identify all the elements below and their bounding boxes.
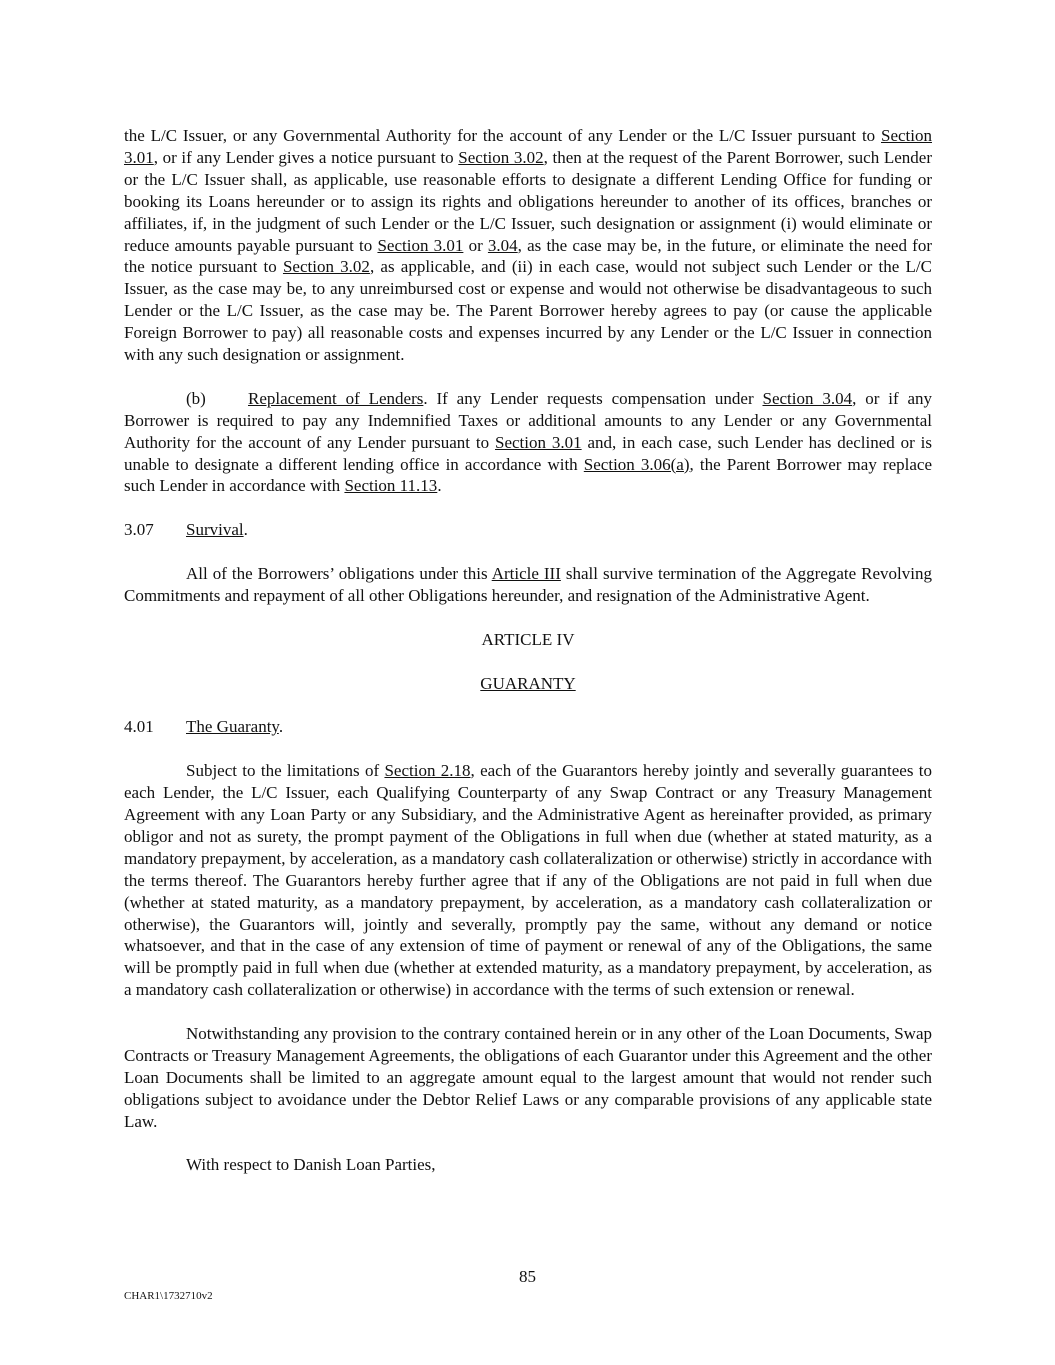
text: the L/C Issuer, or any Governmental Authority for the account of any Lender or the L/C Issuer pursuant to — [124, 126, 881, 145]
article-reference: Article III — [491, 564, 561, 584]
article-title-text: GUARANTY — [480, 673, 576, 693]
text: , or if any Borrower is required to pay any Indemnified Taxes or additional amounts to any Lender or any Governmental Authority for the account of any Lender pursuant to — [124, 388, 933, 452]
text: . — [243, 520, 248, 540]
section-title: Survival — [186, 520, 244, 540]
text: shall survive termination of the Aggregate Revolving Commitments and repayment of all other Obligations hereunder, and resignation of the Administrative Agent. — [124, 564, 933, 605]
section-reference: 3.04 — [487, 235, 518, 255]
section-heading-4-01 — [124, 716, 932, 738]
text: , then at the request of the Parent Borrower, such Lender or the L/C Issuer shall, as applicable, use reasonable efforts to designate a different Lending Office for funding or booking its Loans hereunder or to assign its rights and obligations hereunder to another of its offices, branches or affiliates, if, in the judgment of such Lender or the L/C Issuer, such designation or assignment (i) would eliminate or reduce amounts payable pursuant to — [124, 147, 932, 255]
subsection-label: (b) — [186, 388, 206, 408]
paragraph-danish-loan-parties: With respect to Danish Loan Parties, — [186, 1155, 436, 1175]
page-number: 85 — [519, 1267, 536, 1286]
document-page — [124, 125, 932, 1176]
subsection-heading: Replacement of Lenders — [248, 388, 424, 408]
article-title — [124, 673, 932, 695]
paragraph-replacement-of-lenders — [124, 388, 932, 498]
article-number: ARTICLE IV — [481, 629, 575, 649]
document-id: CHAR1\1732710v2 — [124, 1290, 213, 1302]
section-reference: Section 3.06(a) — [583, 454, 690, 474]
text: . — [437, 476, 442, 496]
text: , the Parent Borrower may replace such Lender in accordance with — [124, 454, 932, 496]
section-reference: Section 11.13 — [344, 476, 438, 496]
text: All of the Borrowers’ obligations under this — [186, 564, 492, 584]
text: , as the case may be, in the future, or eliminate the need for the notice pursuant to — [124, 235, 932, 277]
section-number: 4.01 — [124, 717, 154, 737]
text: , each of the Guarantors hereby jointly and severally guarantees to each Lender, the L/C Issuer, each Qualifying Counterparty of any Swap Contract or any Treasury Management Agreement with any Loan Party or any Subsidiary, and the Administrative Agent as hereinafter provided, as primary obligor and not as surety, the prompt payment of the Obligations in full when due (whether at stated maturity, as a mandatory prepayment, by acceleration, as a mandatory cash collateralization or otherwise) strictly in accordance with the terms thereof. The Guarantors hereby further agree that if any of the Obligations are not paid in full when due (whether at stated maturity, as a mandatory prepayment, by acceleration, as a mandatory cash collateralization or otherwise), the Guarantors will, jointly and severally, promptly pay the same, without any demand or notice whatsoever, and that in the case of any extension of time of payment or renewal of any of the Obligations, the same will be promptly paid in full when due (whether at extended maturity, as a mandatory prepayment, by acceleration, as a mandatory cash collateralization or otherwise) in accordance with the terms of such extension or renewal. — [124, 761, 932, 1000]
section-reference: Section 3.04 — [762, 388, 853, 408]
paragraph-survival — [124, 563, 932, 607]
paragraph-limitation: Notwithstanding any provision to the contrary contained herein or in any other of the Loan Documents, Swap Contracts or Treasury Management Agreements, the obligations of each Guarantor under this Agreement and the other Loan Documents shall be limited to an aggregate amount equal to the largest amount that would not render such obligations subject to avoidance under the Debtor Relief Laws or any comparable provisions of any applicable state Law. — [124, 1024, 932, 1131]
text: and, in each case, such Lender has declined or is unable to designate a different lending office in accordance with — [124, 432, 933, 474]
text: . — [278, 717, 284, 737]
section-heading-3-07 — [124, 519, 932, 541]
text: , as applicable, and (ii) in each case, would not subject such Lender or the L/C Issuer, as the case may be, to any unreimbursed cost or expense and would not otherwise be disadvantageous to such Lender or the L/C Issuer, as the case may be. The Parent Borrower hereby agrees to pay (or cause the applicable Foreign Borrower to pay) all reasonable costs and expenses incurred by any Lender or the L/C Issuer in connection with any such designation or assignment. — [124, 257, 932, 365]
text: or — [463, 235, 488, 255]
section-reference: Section 3.01 — [377, 235, 464, 255]
section-title: The Guaranty — [186, 717, 279, 737]
section-reference: Section 2.18 — [384, 761, 471, 781]
text: Subject to the limitations of — [186, 761, 385, 781]
section-number: 3.07 — [124, 520, 154, 540]
paragraph-continuation — [124, 125, 932, 366]
paragraph-guaranty — [124, 760, 932, 1001]
text: . If any Lender requests compensation under — [423, 388, 763, 408]
section-reference: Section 3.02 — [458, 147, 544, 167]
section-reference: Section 3.02 — [282, 257, 370, 277]
section-reference: Section 3.01 — [495, 432, 582, 452]
section-reference: Section 3.01 — [124, 126, 932, 167]
text: , or if any Lender gives a notice pursuant to — [153, 147, 459, 167]
